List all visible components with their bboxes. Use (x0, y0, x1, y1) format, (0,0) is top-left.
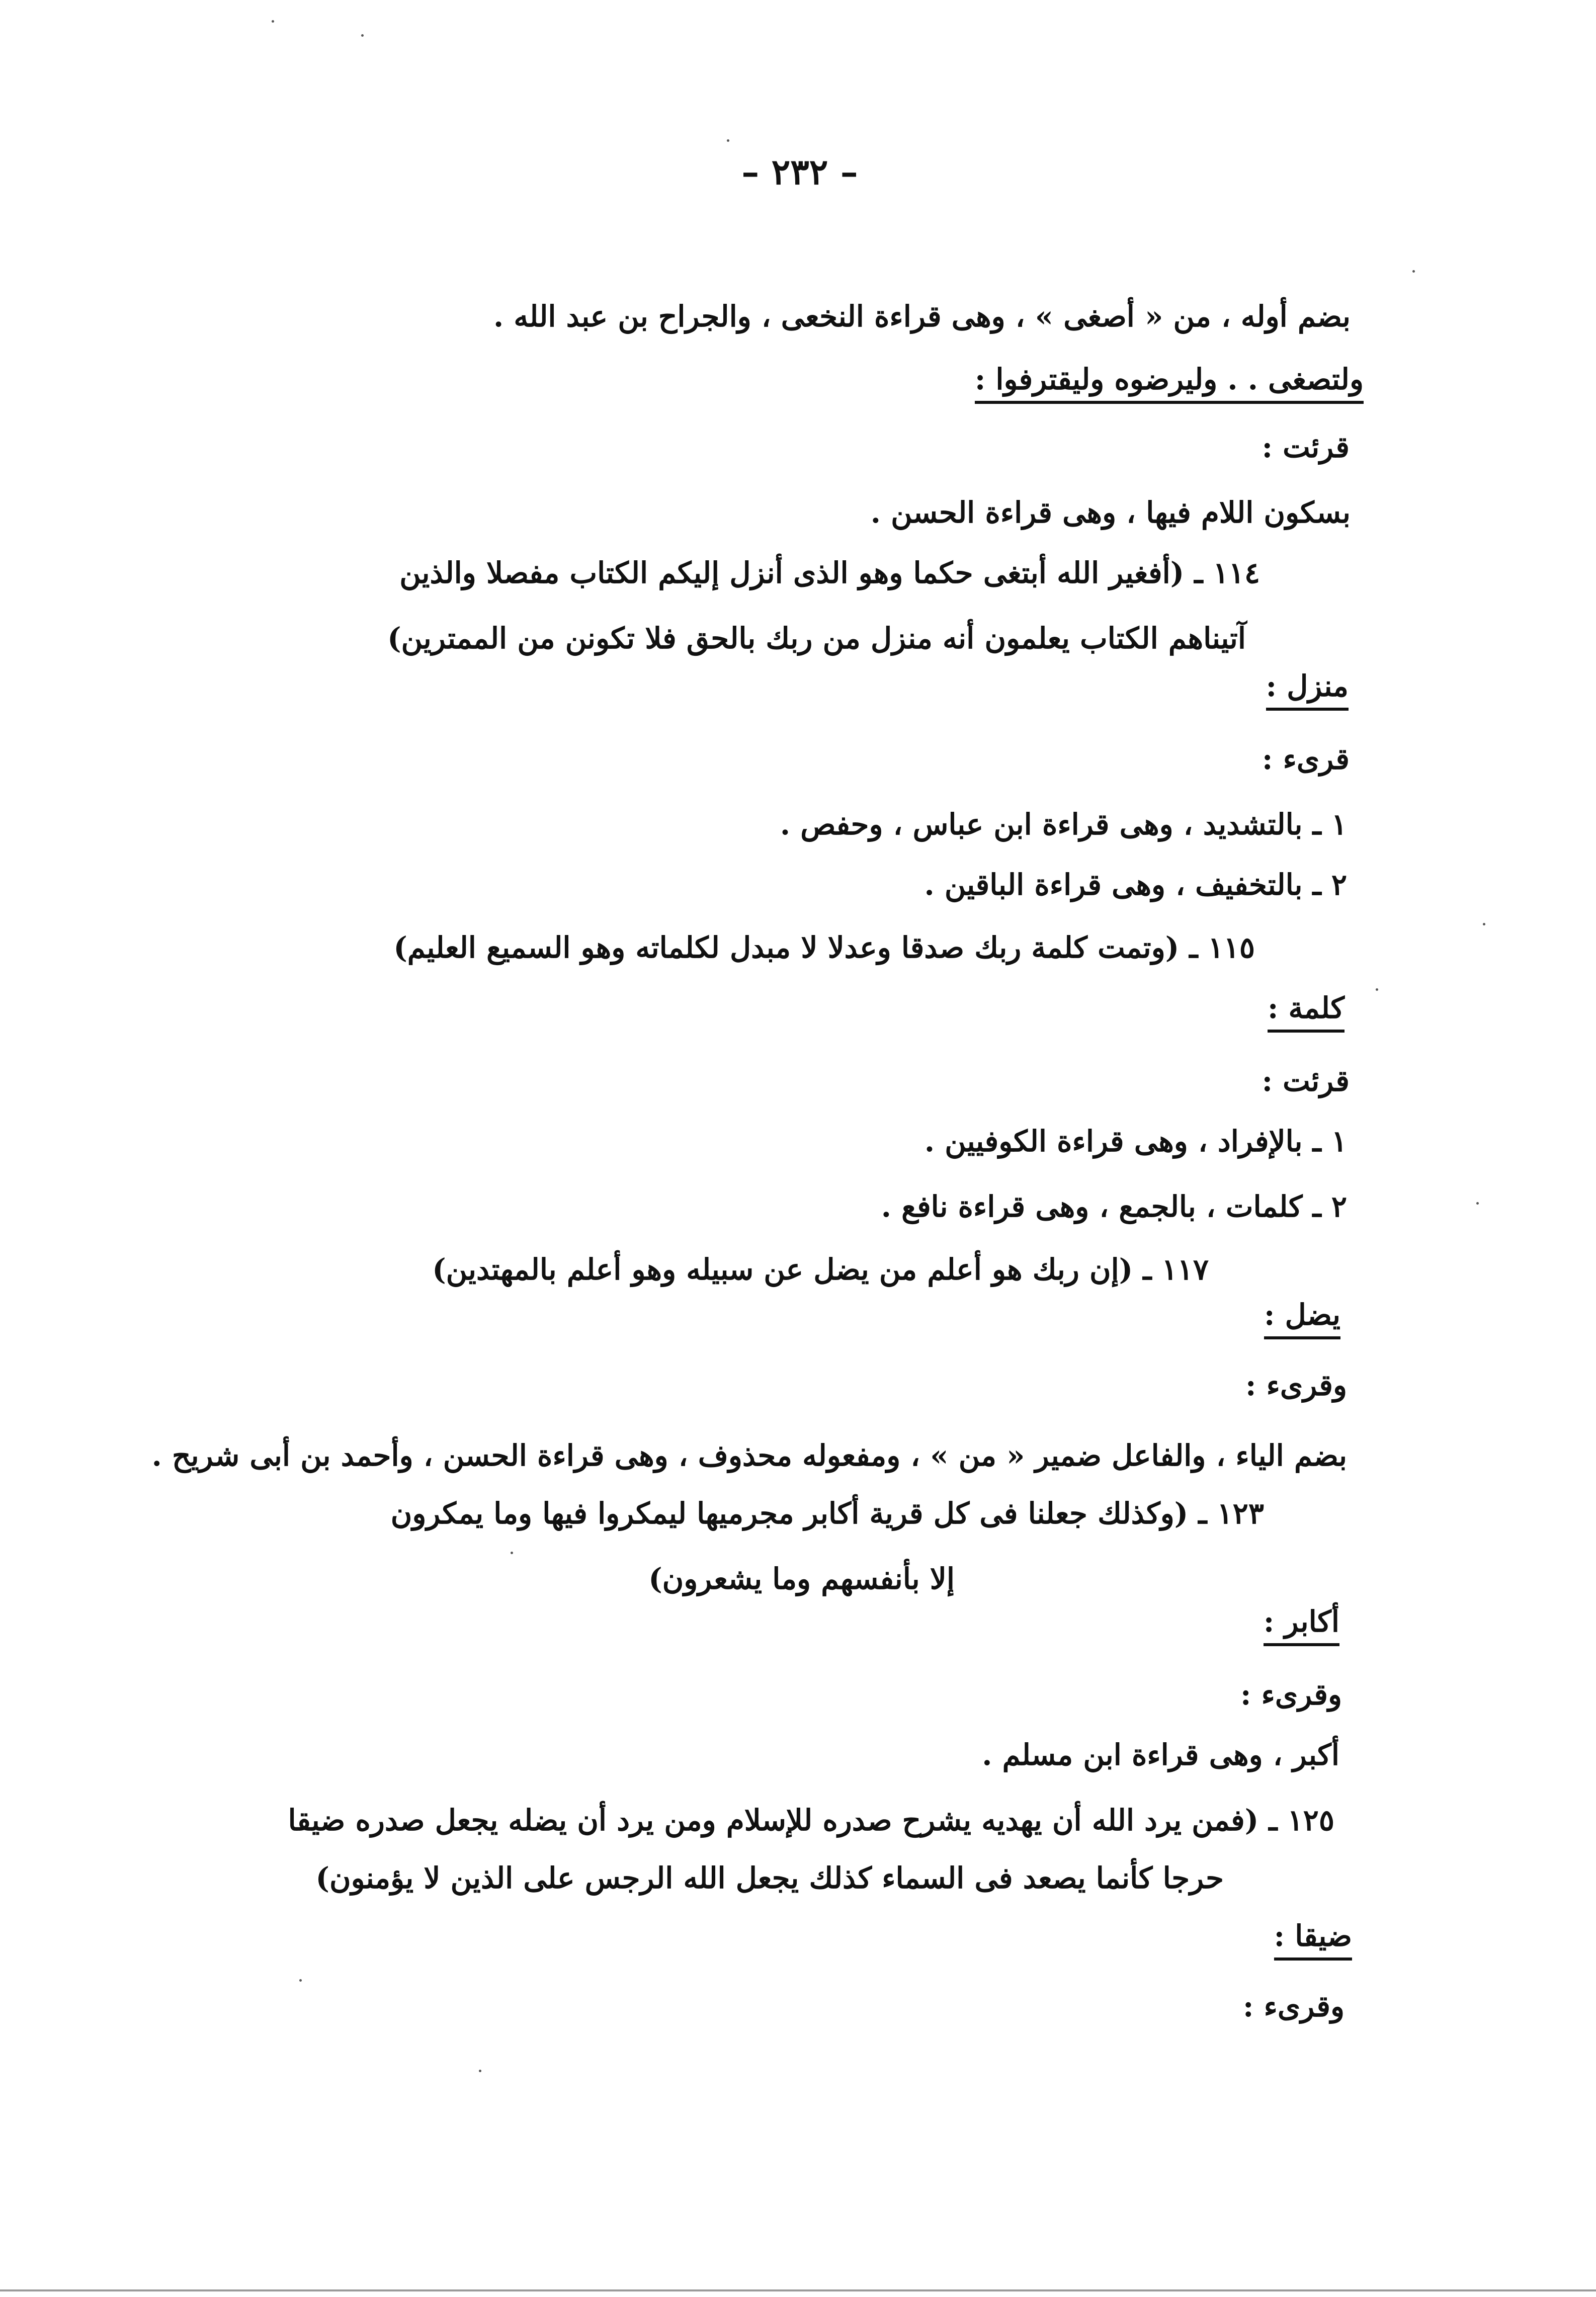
verse-line: آتيناهم الكتاب يعلمون أنه منزل من ربك بالحق فلا تكونن من الممترين) (387, 621, 1246, 655)
scan-speck (299, 1979, 302, 1982)
section-heading: أكابر : (1264, 1607, 1339, 1646)
text-line: بضم الياء ، والفاعل ضمير « من » ، ومفعوله محذوف ، وهى قراءة الحسن ، وأحمد بن أبى شريح . (151, 1438, 1347, 1473)
section-heading: كلمة : (1268, 993, 1345, 1033)
text-line: قرئت : (1262, 430, 1350, 464)
text-line: ٢ ـ كلمات ، بالجمع ، وهى قراءة نافع . (881, 1189, 1347, 1224)
scan-speck (1483, 923, 1485, 925)
verse-line: إلا بأنفسهم وما يشعرون) (648, 1562, 955, 1596)
section-heading: يضل : (1264, 1300, 1340, 1339)
text-line: وقرىء : (1242, 1989, 1345, 2023)
scan-speck (1476, 1202, 1479, 1205)
scan-speck (1412, 270, 1415, 273)
verse-line: ١٢٥ ـ (فمن يرد الله أن يهديه يشرح صدره للإسلام ومن يرد أن يضله يجعل صدره ضيقا (288, 1803, 1334, 1837)
text-line: وقرىء : (1245, 1368, 1347, 1402)
section-heading: منزل : (1266, 671, 1349, 711)
scan-speck (511, 1552, 513, 1554)
verse-line: حرجا كأنما يصعد فى السماء كذلك يجعل الله الرجس على الذين لا يؤمنون) (315, 1861, 1224, 1895)
text-line: ١ ـ بالإفراد ، وهى قراءة الكوفيين . (924, 1124, 1347, 1158)
scan-speck (479, 2070, 481, 2072)
verse-line: ١٢٣ ـ (وكذلك جعلنا فى كل قرية أكابر مجرميها ليمكروا فيها وما يمكرون (390, 1496, 1264, 1530)
verse-line: ١١٤ ـ (أفغير الله أبتغى حكما وهو الذى أنزل إليكم الكتاب مفصلا والذين (399, 556, 1260, 590)
text-line: بضم أوله ، من « أصغى » ، وهى قراءة النخعى ، والجراح بن عبد الله . (493, 299, 1351, 333)
text-line: ٢ ـ بالتخفيف ، وهى قراءة الباقين . (924, 868, 1347, 902)
scan-edge-line (0, 2289, 1596, 2291)
scan-speck (361, 34, 364, 37)
scan-speck (1376, 988, 1378, 991)
section-heading: ولتصغى . . وليرضوه وليقترفوا : (975, 365, 1364, 404)
text-line: وقرىء : (1240, 1677, 1342, 1712)
verse-line: ١١٧ ـ (إن ربك هو أعلم من يضل عن سبيله وهو أعلم بالمهتدين) (432, 1252, 1209, 1287)
text-line: قرئت : (1262, 1064, 1350, 1098)
text-line: أكبر ، وهى قراءة ابن مسلم . (982, 1738, 1339, 1772)
verse-line: ١١٥ ـ (وتمت كلمة ربك صدقا وعدلا لا مبدل لكلماته وهو السميع العليم) (393, 930, 1255, 965)
text-line: ١ ـ بالتشديد ، وهى قراءة ابن عباس ، وحفص . (780, 807, 1347, 841)
scan-speck (727, 139, 729, 142)
text-line: قرىء : (1262, 742, 1350, 776)
text-line: بسكون اللام فيها ، وهى قراءة الحسن . (870, 495, 1351, 530)
page-number: – ٢٣٢ – (741, 151, 858, 193)
scan-speck (272, 20, 274, 23)
section-heading: ضيقا : (1274, 1921, 1352, 1961)
